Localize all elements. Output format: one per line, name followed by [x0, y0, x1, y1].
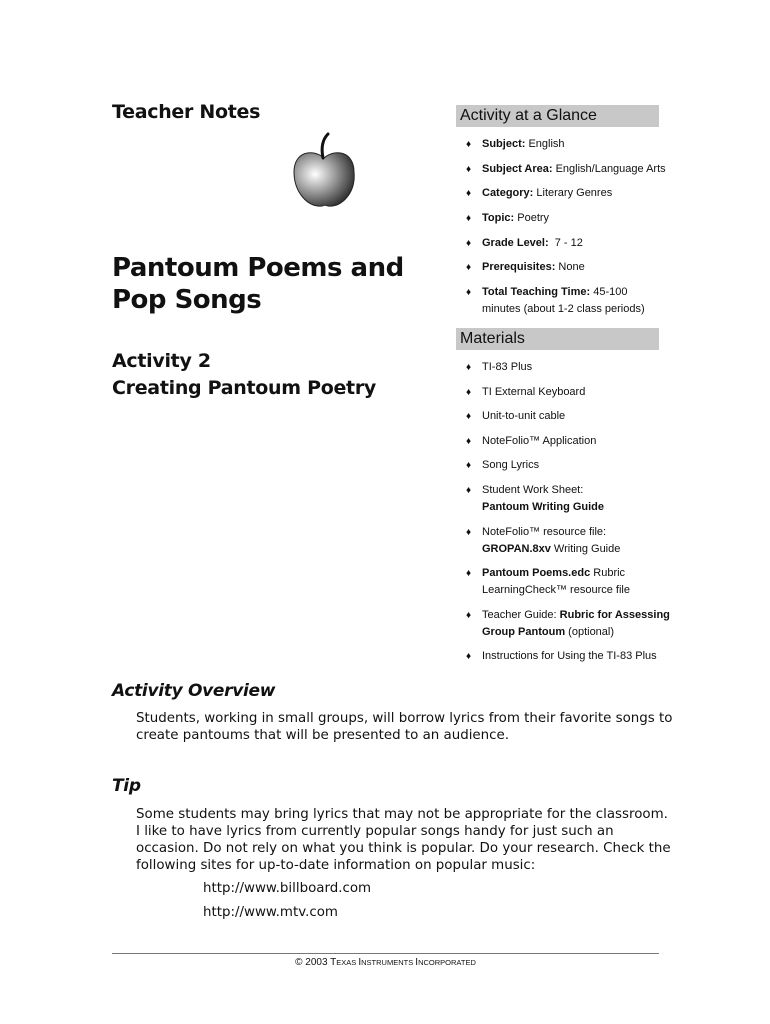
diamond-icon: ♦: [466, 287, 472, 299]
list-item: [466, 161, 666, 178]
list-item: [466, 185, 666, 202]
list-item: [466, 648, 666, 665]
diamond-icon: ♦: [466, 484, 472, 496]
overview-heading: Activity Overview: [112, 681, 276, 701]
list-item: [466, 284, 662, 318]
diamond-icon: ♦: [466, 362, 472, 373]
footer-letter: T: [330, 957, 337, 968]
list-item: [466, 482, 632, 516]
item-value: 45-100 minutes (about 1-2 class periods): [482, 286, 645, 316]
item-bold: Pantoum Writing Guide: [482, 500, 605, 513]
list-item: [466, 359, 666, 376]
teacher-notes-heading: Teacher Notes: [112, 101, 261, 123]
materials-list: [466, 359, 670, 673]
apple-icon: [288, 130, 360, 210]
list-item: [466, 384, 666, 401]
list-item: [466, 565, 652, 599]
list-item: [466, 433, 666, 450]
page-title: Pantoum Poems and Pop Songs: [112, 253, 404, 315]
list-item: [466, 457, 666, 474]
tip-text: Some students may bring lyrics that may not be appropriate for the classroom. I like to have lyrics from currently popular songs handy for just such an occasion. Do not rely on what you think is popular. Do your research. Check the following sites for up-to-date information on popular music:: [136, 807, 671, 873]
item-text: NoteFolio™ Application: [482, 434, 597, 447]
item-label: Grade Level:: [482, 236, 549, 249]
item-text: Student Work Sheet:: [482, 483, 584, 496]
tip-heading: Tip: [112, 776, 141, 796]
diamond-icon: ♦: [466, 411, 472, 423]
diamond-icon: ♦: [466, 213, 472, 225]
diamond-icon: ♦: [466, 568, 472, 580]
diamond-icon: ♦: [466, 188, 472, 200]
item-bold: GROPAN.8xv: [482, 542, 551, 555]
list-item: [466, 259, 666, 276]
footer-letter: I: [415, 957, 419, 968]
item-label: Total Teaching Time:: [482, 286, 591, 299]
url-billboard: http://www.billboard.com: [203, 881, 372, 896]
item-text: Unit-to-unit cable: [482, 410, 566, 423]
item-text: NoteFolio™ resource file:: [482, 525, 607, 538]
list-item: [466, 136, 666, 153]
footer-smallcaps: NCORPORATED: [418, 958, 476, 967]
item-value: English/Language Arts: [552, 162, 666, 175]
diamond-icon: ♦: [466, 386, 472, 398]
footer-smallcaps: NSTRUMENTS: [361, 958, 416, 967]
list-item: [466, 210, 666, 227]
activity-title: Creating Pantoum Poetry: [112, 377, 376, 399]
glance-heading: Activity at a Glance: [456, 105, 659, 127]
item-value: None: [555, 261, 585, 274]
item-text: TI External Keyboard: [482, 385, 586, 398]
footer-copyright: [112, 957, 659, 968]
item-text: (optional): [565, 625, 615, 638]
item-label: Prerequisites:: [482, 261, 556, 274]
footer-rule: [112, 953, 659, 954]
footer-smallcaps: EXAS: [336, 958, 359, 967]
item-text: Song Lyrics: [482, 459, 540, 472]
list-item: [466, 524, 632, 558]
item-label: Category:: [482, 187, 534, 200]
copyright-text: © 2003: [295, 957, 331, 968]
list-item: [466, 235, 666, 252]
item-value: 7 - 12: [548, 236, 583, 249]
item-text: Instructions for Using the TI-83 Plus: [482, 650, 657, 663]
activity-number: Activity 2: [112, 350, 211, 372]
item-bold: Rubric for Assessing Group Pantoum: [482, 608, 670, 638]
footer-letter: I: [358, 957, 362, 968]
diamond-icon: ♦: [466, 237, 472, 249]
url-mtv: http://www.mtv.com: [203, 905, 338, 920]
item-text: Writing Guide: [550, 542, 621, 555]
item-text: TI-83 Plus: [482, 361, 533, 373]
glance-list: [466, 136, 666, 326]
diamond-icon: ♦: [466, 139, 472, 150]
item-label: Topic:: [482, 212, 515, 225]
diamond-icon: ♦: [466, 460, 472, 472]
item-label: Subject:: [482, 138, 526, 150]
diamond-icon: ♦: [466, 262, 472, 274]
diamond-icon: ♦: [466, 651, 472, 663]
diamond-icon: ♦: [466, 526, 472, 538]
diamond-icon: ♦: [466, 163, 472, 175]
item-bold: Pantoum Poems.edc: [482, 567, 591, 580]
list-item: [466, 607, 672, 641]
item-label: Subject Area:: [482, 162, 553, 175]
diamond-icon: ♦: [466, 609, 472, 621]
activity-subtitle: [112, 348, 432, 402]
materials-heading: Materials: [456, 328, 659, 350]
item-text: Rubric LearningCheck™ resource file: [482, 567, 630, 597]
diamond-icon: ♦: [466, 435, 472, 447]
item-value: Poetry: [514, 212, 550, 225]
overview-text: Students, working in small groups, will borrow lyrics from their favorite songs to create pantoums that will be presented to an audience.: [136, 711, 673, 743]
item-text: Teacher Guide:: [482, 608, 560, 621]
item-value: Literary Genres: [533, 187, 613, 200]
item-value: English: [525, 138, 565, 150]
list-item: [466, 408, 666, 425]
